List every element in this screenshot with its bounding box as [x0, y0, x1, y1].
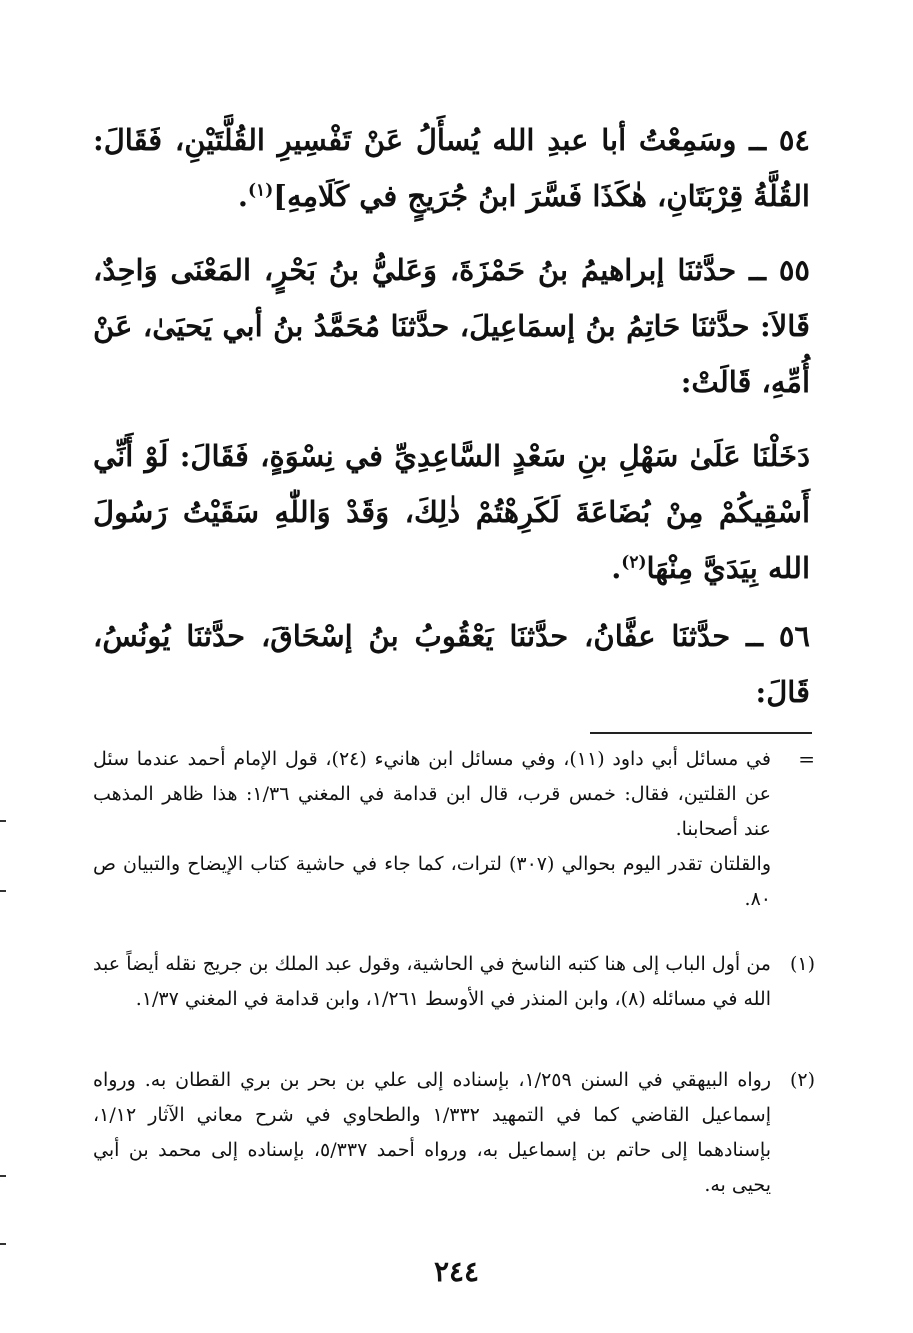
footnote-1 — [93, 947, 815, 1017]
footnote-continuation — [93, 742, 815, 917]
scan-edge-mark — [0, 1175, 6, 1177]
quoted-hadith-end: . — [611, 551, 622, 585]
footnote-2 — [93, 1063, 815, 1203]
footnote-ref-1[interactable]: (١) — [248, 180, 274, 201]
footnote-continuation-line-2: والقلتان تقدر اليوم بحوالي (٣٠٧) لترات، كما جاء في حاشية كتاب الإيضاح والتبيان ص ٨٠. — [93, 853, 771, 910]
footnote-2-number: (٢) — [789, 1069, 815, 1091]
paragraph-54 — [93, 112, 810, 224]
footnote-1-text: من أول الباب إلى هنا كتبه الناسخ في الحاشية، وقول عبد الملك بن جريج نقله أيضاً عبد الله في مسائله (٨)، وابن المنذر في الأوسط ١/٢٦١، وابن قدامة في المغني ١/٣٧. — [93, 953, 771, 1010]
footnote-1-number: (١) — [789, 953, 815, 975]
footnote-continuation-line-1: في مسائل أبي داود (١١)، وفي مسائل ابن هانيء (٢٤)، قول الإمام أحمد عندما سئل عن القلتين، فقال: خمس قرب، قال ابن قدامة في المغني ١/٣٦: هذا ظاهر المذهب عند أصحابنا. — [93, 748, 771, 840]
paragraph-54-text: ٥٤ ــ وسَمِعْتُ أبا عبدِ الله يُسأَلُ عَنْ تَفْسِيرِ القُلَّتَيْنِ، فَقَالَ: القُلَّةُ قِرْبَتَانِ، هٰكَذَا فَسَّرَ ابنُ جُرَيجٍ في كَلَامِهِ] — [93, 123, 810, 213]
scan-edge-mark — [0, 820, 6, 822]
paragraph-54-end: . — [237, 179, 248, 213]
paragraph-56-text: ٥٦ ــ حدَّثنَا عفَّانُ، حدَّثنَا يَعْقُوبُ بنُ إسْحَاقَ، حدَّثنَا يُونُسُ، قَالَ: — [93, 619, 810, 709]
paragraph-56 — [93, 608, 810, 720]
scan-edge-mark — [0, 890, 6, 892]
footnote-ref-2[interactable]: (٢) — [621, 552, 647, 573]
continuation-mark: = — [798, 747, 815, 771]
footnote-separator — [590, 732, 812, 734]
footnote-2-text: رواه البيهقي في السنن ١/٢٥٩، بإسناده إلى علي بن بحر بن بري القطان به. ورواه إسماعيل القاضي كما في التمهيد ١/٣٣٢ والطحاوي في شرح معاني الآثار ١/١٢، بإسنادهما إلى حاتم بن إسماعيل به، ورواه أحمد ٥/٣٣٧، بإسناده إلى محمد بن أبي يحيى به. — [93, 1069, 771, 1196]
scan-edge-mark — [0, 1243, 6, 1245]
page-number: ٢٤٤ — [433, 1255, 480, 1288]
quoted-hadith — [93, 428, 810, 596]
quoted-hadith-text: دَخَلْنَا عَلَىٰ سَهْلِ بنِ سَعْدٍ السَّاعِدِيِّ في نِسْوَةٍ، فَقَالَ: لَوْ أَنِّي أَسْقِيكُمْ مِنْ بُضَاعَةَ لَكَرِهْتُمْ ذٰلِكَ، وَقَدْ وَاللّٰهِ سَقَيْتُ رَسُولَ الله بِيَدَيَّ مِنْهَا — [93, 439, 810, 585]
paragraph-55 — [93, 242, 810, 410]
paragraph-55-text: ٥٥ ــ حدَّثنَا إبراهيمُ بنُ حَمْزَةَ، وَعَليُّ بنُ بَحْرٍ، المَعْنَى وَاحِدٌ، قَالاَ: حدَّثنَا حَاتِمُ بنُ إسمَاعِيلَ، حدَّثنَا مُحَمَّدُ بنُ أبي يَحيَىٰ، عَنْ أُمِّهِ، قَالَتْ: — [93, 253, 810, 399]
